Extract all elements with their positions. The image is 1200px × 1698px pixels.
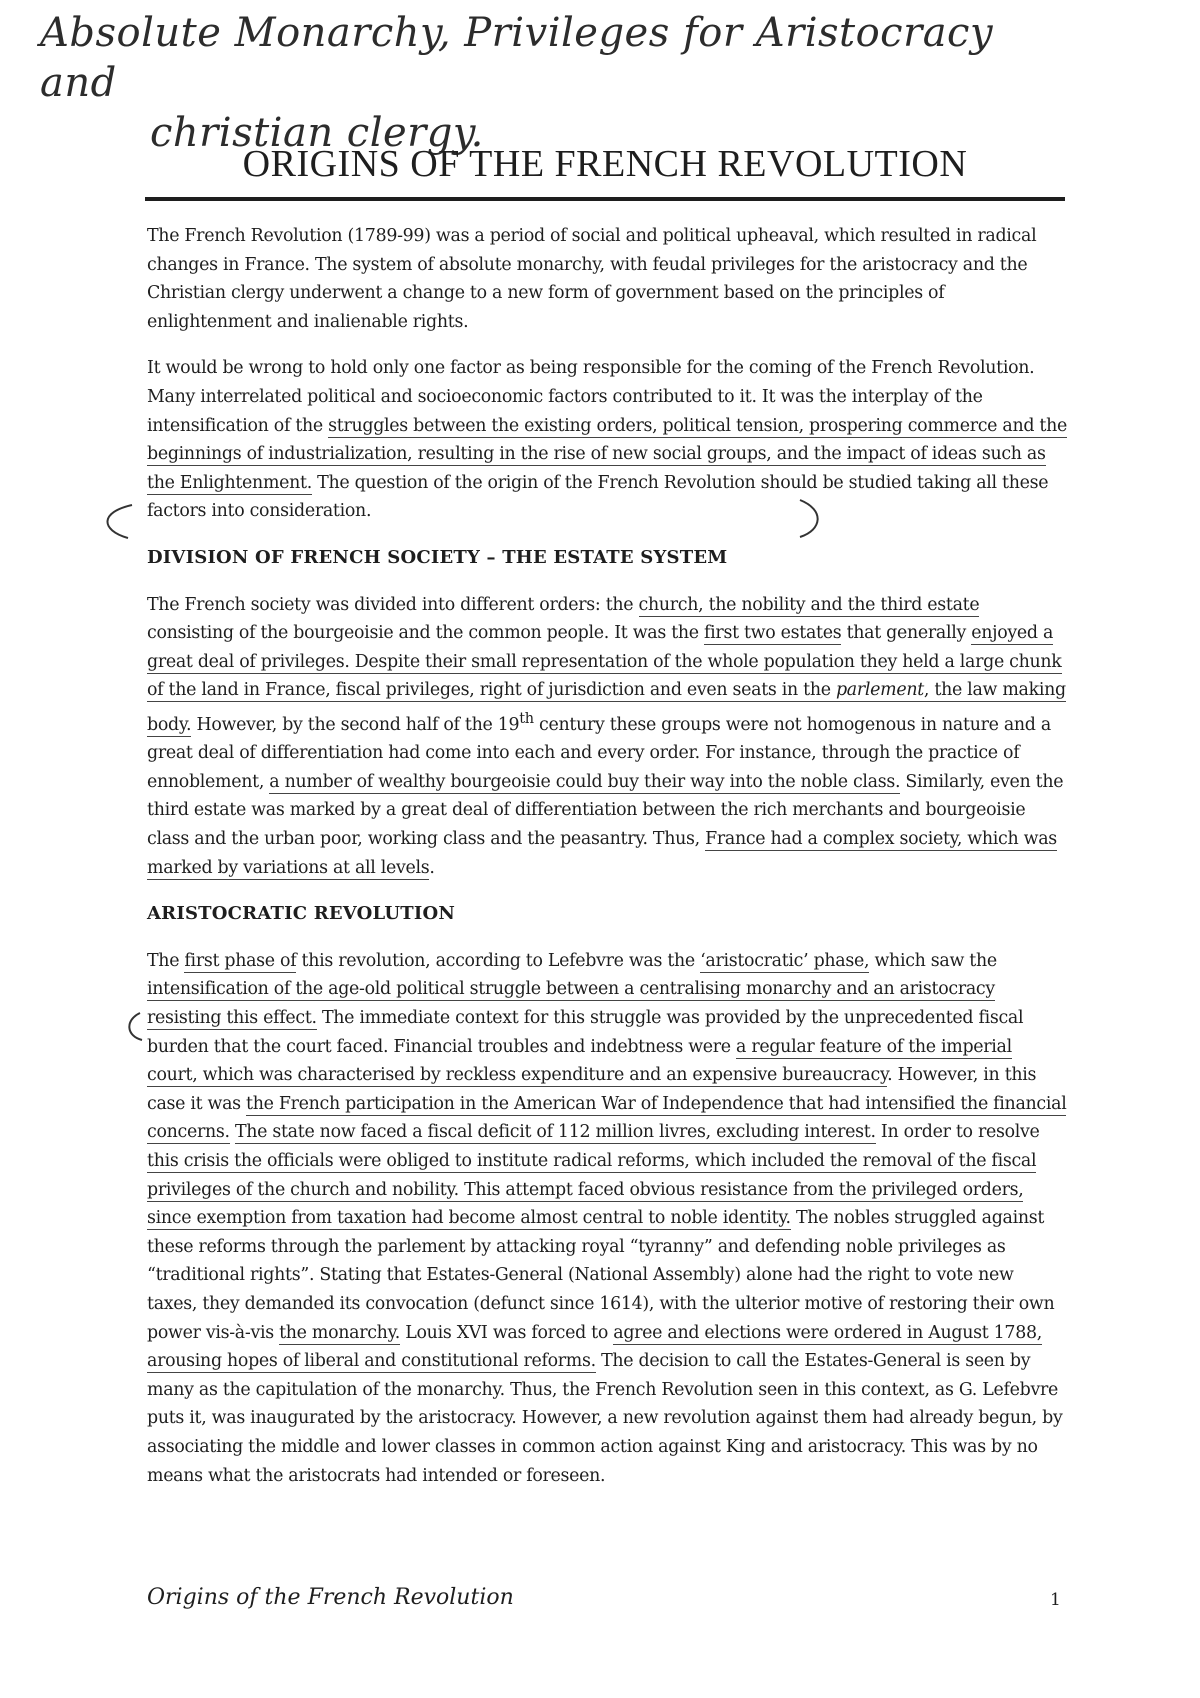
text-run: that generally xyxy=(841,623,972,644)
section-heading-aristocratic-revolution: ARISTOCRATIC REVOLUTION xyxy=(147,903,456,925)
text-run: The decision to call the Estates-General is seen by many as the capitulation of the monarchy. Thus, the French Revolution seen in this context, as G. Lefebvre puts it, was inaugurated by the aristocracy. However, a new revolution against them had already begun, by associating the middle and lower classes in common action against King and aristocracy. This was by no means what the aristocrats had intended or foreseen. xyxy=(147,1351,1063,1486)
underlined-text: a regular feature of the imperial court, which was characterised by reckless expenditure and an expensive bureaucracy xyxy=(147,1036,1012,1086)
page-number: 1 xyxy=(1050,1590,1061,1610)
superscript: th xyxy=(519,710,534,727)
underlined-text: the monarchy. xyxy=(279,1322,401,1343)
underlined-text: ‘aristocratic’ phase, xyxy=(700,950,870,971)
text-run: which saw the xyxy=(869,950,997,971)
text-run: . However, in this case it was xyxy=(147,1065,1037,1114)
left-bracket-mark xyxy=(107,505,132,538)
underlined-text: agree and elections were ordered in August 1788, arousing hopes of liberal and constitutional reforms. xyxy=(147,1322,1042,1372)
underlined-italic-text: parlement xyxy=(835,680,924,701)
text-run: consisting of the bourgeoisie and the common people. It was the xyxy=(147,623,705,644)
underlined-text: intensification of the age-old political struggle between a centralising monarchy and an aristocracy resisting this effect. xyxy=(147,979,995,1029)
text-run: The nobles struggled against these reforms through the parlement by attacking royal “tyranny” and defending noble privileges as “traditional rights”. Stating that Estates-General (National Assembly) alone had the right to vote new taxes, they demanded its convocation (defunct since 1614), with the ulterior motive of restoring their own power vis-à-vis xyxy=(147,1208,1055,1343)
aristocratic-revolution-paragraph xyxy=(147,947,1067,1490)
text-run: The xyxy=(147,950,185,971)
text-run: . xyxy=(429,857,435,878)
underlined-text: church, the nobility and the third estate xyxy=(638,594,980,615)
handwritten-line-2: christian clergy. xyxy=(150,110,484,156)
handwritten-line-1: Absolute Monarchy, Privileges for Aristocracy and xyxy=(40,10,994,106)
text-run: The immediate context for this struggle was provided by the unprecedented fiscal burden that the court faced. Financial troubles and indebtness were xyxy=(147,1008,1024,1057)
text-run: Louis XVI was forced to xyxy=(400,1322,614,1343)
underlined-text: France had a complex society, which was marked by variations at all levels xyxy=(147,829,1057,878)
document-body xyxy=(147,222,1067,1508)
text-run: Similarly, even the third estate was marked by a great deal of differentiation between the rich merchants and bourgeoisie class and the urban poor, working class and the peasantry. Thus, xyxy=(147,771,1064,850)
text-run: The question of the origin of the French Revolution should be studied taking all these factors into consideration. xyxy=(147,472,1049,522)
underlined-text: , the law making body. xyxy=(147,680,1066,735)
text-run: century these groups were not homogenous in nature and a great deal of differentiation had come into each and every order. For instance, through the practice of ennoblement, xyxy=(147,714,1051,792)
underlined-text: the French participation in the American War of Independence that had intensified the financial concerns. xyxy=(147,1093,1067,1143)
page-title: ORIGINS OF THE FRENCH REVOLUTION xyxy=(242,143,968,185)
estate-system-paragraph xyxy=(147,591,1067,883)
left-bracket-mark xyxy=(129,1013,142,1040)
factors-paragraph xyxy=(147,354,1067,526)
text-run: It would be wrong to hold only one factor as being responsible for the coming of the French Revolution. Many interrelated political and socioeconomic factors contributed to it. It was the interplay of the intensification of the xyxy=(147,358,1035,436)
underlined-text: The state now faced a fiscal deficit of 112 million livres, excluding interest. xyxy=(234,1122,876,1143)
underlined-text: a number of wealthy bourgeoisie could buy their way into the noble class. xyxy=(269,771,901,792)
underlined-text: struggles between the existing orders, political tension, prospering commerce and the beginnings of industrialization, resulting in the rise of new social groups, and the impact of ideas such as the Enlightenment. xyxy=(147,415,1067,493)
underlined-text: enjoyed a great deal of privileges. Despite their small representation of the whole population they held a large chunk of the land in France, fiscal privileges, right of jurisdiction and even seats in the xyxy=(147,623,1062,701)
section-heading-estate-system: DIVISION OF FRENCH SOCIETY – THE ESTATE SYSTEM xyxy=(147,546,728,568)
underlined-text: this crisis the officials were obliged to institute radical reforms, which included the removal of the fiscal privileges of the church and nobility. This attempt faced obvious resistance from the privileged orders, since exemption from taxation had become almost central to noble identity. xyxy=(147,1151,1037,1229)
text-run: In order to resolve xyxy=(875,1122,1040,1143)
text-run: this revolution, according to Lefebvre was the xyxy=(296,950,701,971)
intro-paragraph: The French Revolution (1789-99) was a period of social and political upheaval, which resulted in radical changes in France. The system of absolute monarchy, with feudal privileges for the aristocracy and the Christian clergy underwent a change to a new form of government based on the principles of enlightenment and inalienable rights. xyxy=(147,226,1037,332)
footer-title: Origins of the French Revolution xyxy=(147,1585,514,1610)
text-run: The French society was divided into different orders: the xyxy=(147,594,639,615)
text-run: However, by the second half of the 19 xyxy=(191,714,520,735)
title-divider xyxy=(145,197,1065,201)
handwritten-annotation xyxy=(40,8,1040,158)
underlined-text: first two estates xyxy=(704,623,842,644)
underlined-text: first phase of xyxy=(184,950,297,971)
